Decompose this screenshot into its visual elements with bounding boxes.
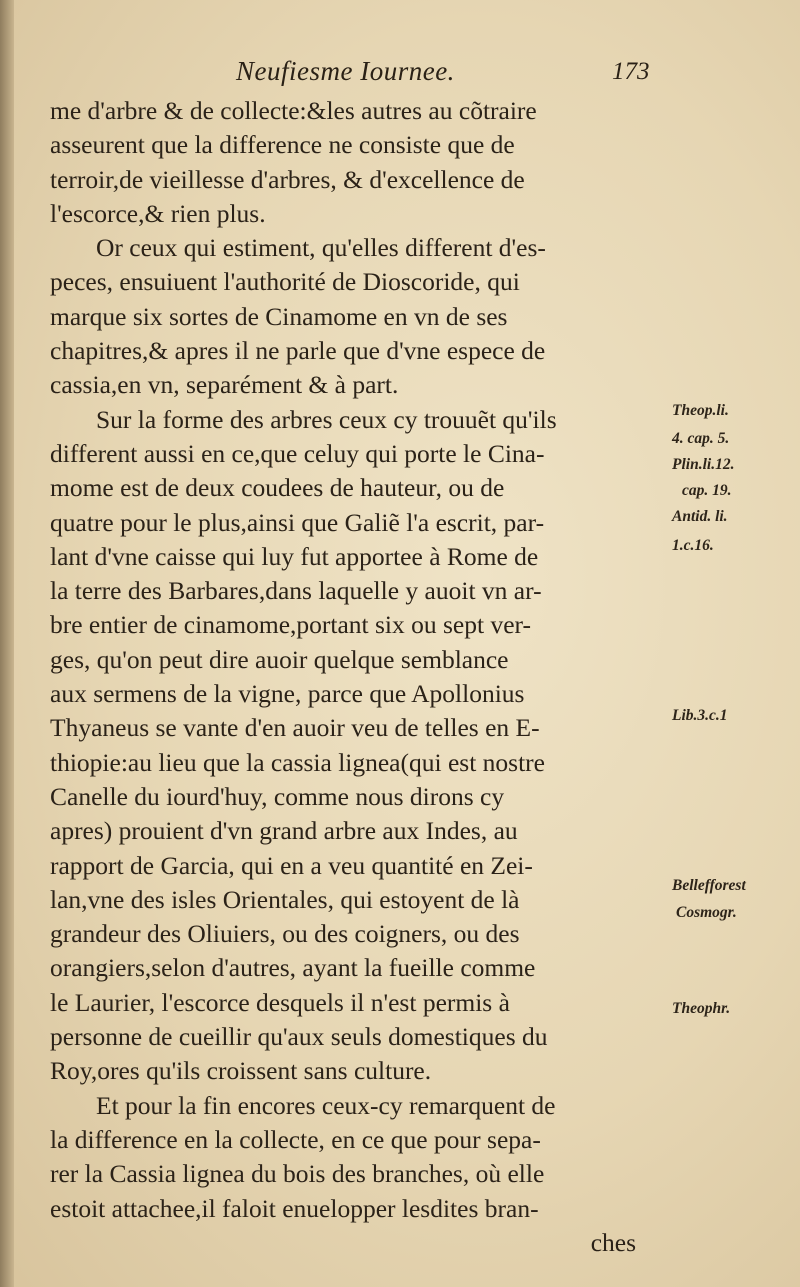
text-line: ges, qu'on peut dire auoir quelque semblance — [50, 644, 509, 674]
margin-note: Lib.3.c.1 — [672, 707, 728, 724]
text-line: le Laurier, l'escorce desquels il n'est permis à — [50, 987, 510, 1017]
text-line: orangiers,selon d'autres, ayant la fueille comme — [50, 953, 536, 983]
paragraph-start-line: Et pour la fin encores ceux-cy remarquent de — [96, 1090, 556, 1120]
margin-note: Antid. li. — [672, 508, 728, 525]
text-line: estoit attachee,il faloit enuelopper lesdites bran- — [50, 1193, 539, 1223]
text-line: la difference en la collecte, en ce que pour sepa- — [50, 1124, 541, 1154]
margin-note: 1.c.16. — [672, 537, 714, 554]
text-line: peces, ensuiuent l'authorité de Dioscoride, qui — [50, 267, 520, 297]
text-line: la terre des Barbares,dans laquelle y auoit vn ar- — [50, 576, 542, 606]
text-line: lan,vne des isles Orientales, qui estoyent de là — [50, 884, 520, 914]
margin-note: Cosmogr. — [676, 904, 737, 921]
running-title: Neufiesme Iournee. — [236, 56, 455, 86]
page-gutter-shadow — [0, 0, 14, 1287]
margin-note: cap. 19. — [682, 482, 732, 499]
text-line: mome est de deux coudees de hauteur, ou de — [50, 473, 505, 503]
margin-note: Plin.li.12. — [672, 456, 735, 473]
text-line: marque six sortes de Cinamome en vn de ses — [50, 301, 508, 331]
text-line: bre entier de cinamome,portant six ou sept ver- — [50, 610, 531, 640]
paragraph-start-line: Or ceux qui estiment, qu'elles different d'es- — [96, 233, 546, 263]
text-line: personne de cueillir qu'aux seuls domestiques du — [50, 1022, 548, 1052]
text-line: Thyaneus se vante d'en auoir veu de telles en E- — [50, 713, 540, 743]
text-line: l'escorce,& rien plus. — [50, 198, 266, 228]
text-line: thiopie:au lieu que la cassia lignea(qui est nostre — [50, 747, 545, 777]
margin-note: Bellefforest — [672, 877, 746, 894]
text-line: Canelle du iourd'huy, comme nous dirons cy — [50, 781, 505, 811]
text-line: lant d'vne caisse qui luy fut apportee à Rome de — [50, 541, 539, 571]
text-line: me d'arbre & de collecte:&les autres au cõtraire — [50, 96, 537, 125]
margin-note: Theop.li. — [672, 402, 729, 419]
text-line: Roy,ores qu'ils croissent sans culture. — [50, 1056, 432, 1086]
body-text — [50, 94, 670, 1260]
paragraph-start-line: Sur la forme des arbres ceux cy trouuẽt qu'ils — [96, 404, 557, 434]
margin-note: 4. cap. 5. — [672, 430, 730, 447]
text-line: different aussi en ce,que celuy qui porte le Cina- — [50, 438, 545, 468]
text-line: aux sermens de la vigne, parce que Apollonius — [50, 679, 525, 709]
text-line: asseurent que la difference ne consiste que de — [50, 130, 515, 160]
catchword: ches — [590, 1227, 636, 1257]
text-line: apres) prouient d'vn grand arbre aux Indes, au — [50, 816, 518, 846]
text-line: rapport de Garcia, qui en a veu quantité en Zei- — [50, 850, 533, 880]
text-line: chapitres,& apres il ne parle que d'vne espece de — [50, 336, 546, 366]
page-number: 173 — [612, 58, 650, 85]
text-line: rer la Cassia lignea du bois des branches, où elle — [50, 1159, 545, 1189]
margin-notes — [672, 0, 796, 1287]
text-line: terroir,de vieillesse d'arbres, & d'excellence de — [50, 164, 525, 194]
margin-note: Theophr. — [672, 1000, 731, 1017]
text-line: quatre pour le plus,ainsi que Galiẽ l'a escrit, par- — [50, 507, 545, 537]
text-line: cassia,en vn, separément & à part. — [50, 370, 399, 400]
text-line: grandeur des Oliuiers, ou des coigners, ou des — [50, 919, 520, 949]
